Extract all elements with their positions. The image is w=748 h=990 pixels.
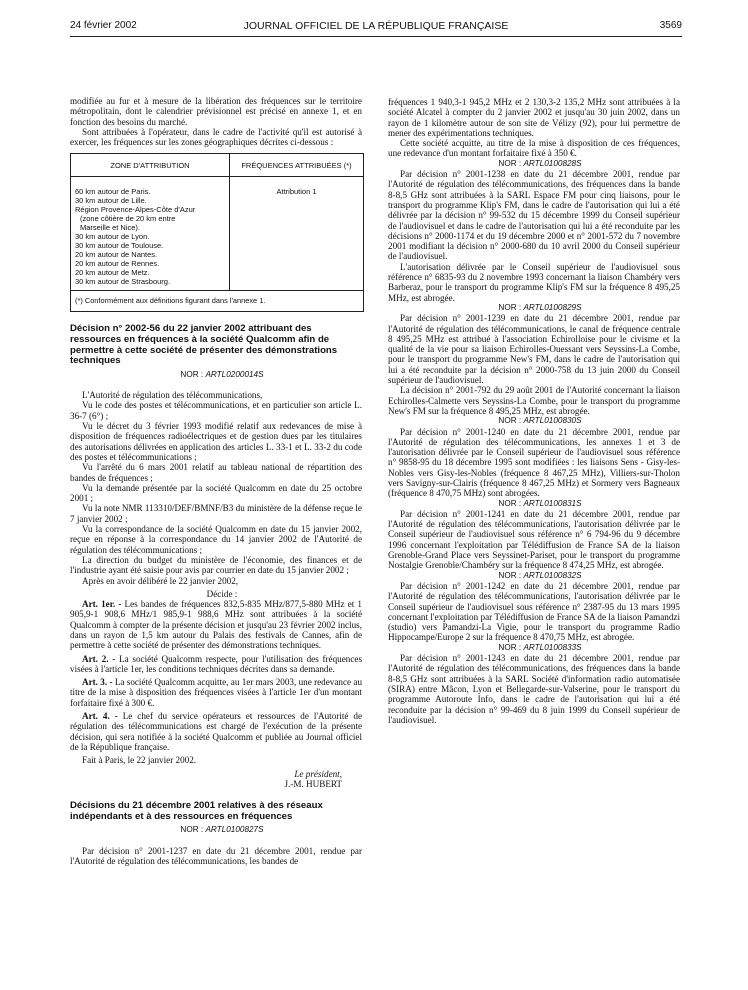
page-number: 3569	[659, 20, 682, 31]
issue-date: 24 février 2002	[70, 20, 137, 31]
nor-reference: NOR : ARTL0200014S	[180, 369, 264, 379]
paragraph: Par décision n° 2001-1237 en date du 21 décembre 2001, rendue par l'Autorité de régulation des télécommunications, les bandes de	[70, 845, 362, 866]
paragraph: Par décision n° 2001-1242 en date du 21 décembre 2001, rendue par l'Autorité de régulation des télécommunications, l'autorisation délivrée par le Conseil supérieur de l'audiovisuel sous référence n° 2387-95 du 13 mars 1995 concernant l'exploitation par Télédiffusion de France SA de la liaison Pamandzi (studio) vers Pamandzi-La Vigie, pour le transport du programme Radio Hippocampe/Europe 2 sur la fréquence 8 470,75 MHz, est abrogée.	[388, 580, 680, 643]
zone-line: 30 km autour de Lille.	[75, 196, 147, 206]
table-cell-zones	[71, 177, 230, 291]
decide-heading: Décide :	[206, 588, 238, 599]
paragraph: Par décision n° 2001-1241 en date du 21 décembre 2001, rendue par l'Autorité de régulation des télécommunications, l'autorisation délivrée par le Conseil supérieur de l'audiovisuel sous référence n° 6 794-96 du 9 décembre 1996 concernant l'exploitation par Télédiffusion de France SA de la liaison Grenoble-Grand Place vers Seyssinet-Pariset, pour le transport du programme Nostalgie Grenoble/Chambéry sur la fréquence 8 474,25 MHz, est abrogée.	[388, 508, 680, 571]
signature-name: J.-M. HUBERT	[284, 778, 342, 789]
nor-reference: NOR : ARTL0100827S	[180, 825, 264, 835]
paragraph: Vu la demande présentée par la société Qualcomm en date du 25 octobre 2001 ;	[70, 482, 362, 504]
table-header-frequencies: FRÉQUENCES ATTRIBUÉES (*)	[230, 154, 364, 177]
zone-line: 60 km autour de Paris.	[75, 187, 151, 197]
paragraph: Par décision n° 2001-1240 en date du 21 décembre 2001, rendue par l'Autorité de régulation des télécommunications, les annexes 1 et 3 de l'autorisation délivrée par le Conseil supérieur de l'audiovisuel sous référence n° 9858-95 du 18 décembre 1995 sont modifiées : les liaisons Sens - Gisy-les-Nobles vers Gisy-les-Nobles (fréquence 8 467,25 MHz), Villiers-sur-Tholon vers Savigny-sur-Clairis (fréquence 8 467,25 MHz) et Sormery vers Bagneaux (fréquence 8 470,75 MHz) sont abrogées.	[388, 426, 680, 499]
table-cell-frequency: Attribution 1	[230, 177, 364, 291]
paragraph: Vu la correspondance de la société Qualcomm en date du 15 janvier 2002, reçue en réponse à la correspondance du 14 janvier 2002 de l'Autorité de régulation des télécommunications ;	[70, 524, 362, 555]
decisions-title: Décisions du 21 décembre 2001 relatives à des réseaux indépendants et à des ressources en fréquences	[70, 800, 323, 822]
zone-line: 30 km autour de Toulouse.	[75, 241, 164, 251]
paragraph: Par décision n° 2001-1243 en date du 21 décembre 2001, rendue par l'Autorité de régulation des télécommunications, des fréquences dans la bande 8-8,5 GHz sont attribuées à la SARL Société d'information radio automatisée (SIRA) entre Mâcon, Lyon et Bellegarde-sur-Valserine, pour le transport du programme Autoroute Info, dans le cadre de l'autorisation qui lui a été reconduite par la décision n° 99-469 du 8 juin 1999 du Conseil supérieur de l'audiovisuel.	[388, 653, 680, 725]
paragraph: La décision n° 2001-792 du 29 août 2001 de l'Autorité concernant la liaison Echirolles-Calmette vers Seyssins-La Combe, pour le transport du programme New's FM sur la fréquence 8 495,25 MHz, est abrogée.	[388, 385, 680, 416]
paragraph: Vu le décret du 3 février 1993 modifié relatif aux redevances de mise à disposition de fréquences radioélectriques et de gestion dues par les titulaires des autorisations délivrées en application des articles L. 33-1 et L. 33-2 du code des postes et télécommunications ;	[70, 421, 362, 462]
table-footnote: (*) Conformément aux définitions figurant dans l'annexe 1.	[71, 291, 364, 312]
decision-title: Décision n° 2002-56 du 22 janvier 2002 attribuant des ressources en fréquences à la société Qualcomm afin de permettre à cette société de présenter des démonstrations techniques	[70, 323, 338, 367]
zone-line: 20 km autour de Rennes.	[75, 259, 160, 269]
nor-reference: NOR : ARTL0100832S	[498, 570, 582, 580]
paragraph: fréquences 1 940,3-1 945,2 MHz et 2 130,3-2 135,2 MHz sont attribuées à la société Alcatel à compter du 2 janvier 2002 et jusqu'au 30 juin 2002, dans un rayon de 1 kilomètre autour de son site de Vélizy (92), pour lui permettre de mener des expérimentations techniques.	[388, 97, 680, 138]
article-4: Art. 4. - Le chef du service opérateurs et ressources de l'Autorité de régulation des télécommunications est chargé de l'exécution de la présente décision, qui sera notifiée à la société Qualcomm et publiée au Journal officiel de la République française.	[70, 711, 363, 752]
zone-line: Marseille et Nice).	[80, 223, 141, 233]
paragraph: Fait à Paris, le 22 janvier 2002.	[82, 755, 197, 766]
paragraph: L'Autorité de régulation des télécommunications,	[82, 390, 263, 401]
zone-line: 30 km autour de Lyon.	[75, 232, 150, 242]
paragraph: Par décision n° 2001-1238 en date du 21 décembre 2001, rendue par l'Autorité de régulation des télécommunications, des fréquences dans la bande 8-8,5 GHz sont attribuées à la SARL Espace FM pour cinq liaisons, pour le transport du programme Klip's FM, dans le cadre de l'autorisation qui lui a été délivrée par la décision n° 99-532 du 15 décembre 1999 du Conseil supérieur de l'audiovisuel et dans le cadre de l'autorisation qui lui a été reconduite par les décisions n° 2000-1174 et du 19 décembre 2000 et n° 2001-572 du 7 novembre 2001 modifiant la décision n° 2000-680 du 10 avril 2000 du Conseil supérieur de l'audiovisuel.	[388, 169, 680, 262]
article-2: Art. 2. - La société Qualcomm respecte, pour l'utilisation des fréquences visées à l'article 1er, les conditions techniques décrites dans sa demande.	[70, 653, 362, 674]
article-1: Art. 1er. - Les bandes de fréquences 832,5-835 MHz/877,5-880 MHz et 1 905,9-1 908,6 MHz/1 985,9-1 988,6 MHz sont attribuées à la société Qualcomm à compter de la présente décision et jusqu'au 23 février 2002 inclus, dans un rayon de 1,5 km autour du Palais des festivals de Cannes, afin de permettre à cette société de présenter des démonstrations techniques.	[70, 599, 362, 651]
paragraph: Par décision n° 2001-1239 en date du 21 décembre 2001, rendue par l'Autorité de régulation des télécommunications, le canal de fréquence centrale 8 495,25 MHz est attribué à l'association Echirolloise pour le civisme et la qualité de la vie pour sa liaison Echirolles-Ouessant vers Seyssins-La Combe, pour le transport du programme New's FM, dans le cadre de l'autorisation qui lui a été reconduite par la décision n° 2000-758 du 13 juin 2000 du Conseil supérieur de l'audiovisuel.	[388, 313, 680, 386]
paragraph: Après en avoir délibéré le 22 janvier 2002,	[82, 575, 239, 586]
paragraph: Vu le code des postes et télécommunications, et en particulier son article L. 36-7 (6°) ;	[70, 400, 362, 421]
header-rule	[70, 36, 682, 37]
nor-reference: NOR : ARTL0100829S	[498, 302, 582, 312]
table-header-zone: ZONE D'ATTRIBUTION	[71, 154, 230, 177]
zone-line: Région Provence-Alpes-Côte d'Azur	[75, 205, 196, 215]
left-column	[70, 96, 362, 866]
article-3: Art. 3. - La société Qualcomm acquitte, au 1er mars 2003, une redevance au titre de la mise à disposition des fréquences visées à l'article 1er d'un montant forfaitaire fixé à 300 €.	[70, 677, 363, 708]
zone-line: 20 km autour de Nantes.	[75, 250, 158, 260]
signature-title: Le président,	[294, 768, 342, 779]
nor-reference: NOR : ARTL0100833S	[498, 642, 582, 652]
frequency-zone-table	[70, 153, 364, 312]
paragraph: La direction du budget du ministère de l'économie, des finances et de l'industrie ayant été saisie pour avis par courrier en date du 15 janvier 2002 ;	[70, 554, 362, 576]
journal-title: JOURNAL OFFICIEL DE LA RÉPUBLIQUE FRANÇAISE	[243, 20, 509, 32]
paragraph: modifiée au fur et à mesure de la libération des fréquences sur le territoire métropolitain, dont le calendrier prévisionnel est précisé en annexe 1, et en fonction des besoins du marché.	[70, 96, 362, 127]
paragraph: Cette société acquitte, au titre de la mise à disposition de ces fréquences, une redevance d'un montant forfaitaire fixé à 350 €.	[388, 138, 680, 159]
paragraph: Vu la note NMR 113310/DEF/BMNF/B3 du ministère de la défense reçue le 7 janvier 2002 ;	[70, 503, 362, 524]
zone-line: 30 km autour de Strasbourg.	[75, 277, 171, 287]
zone-line: (zone côtière de 20 km entre	[80, 214, 176, 224]
nor-reference: NOR : ARTL0100828S	[498, 158, 582, 168]
nor-reference: NOR : ARTL0100830S	[498, 416, 582, 426]
paragraph: Sont attribuées à l'opérateur, dans le cadre de l'activité qu'il est autorisé à exercer, les fréquences sur les zones géographiques décrites ci-dessous :	[70, 126, 362, 148]
page-header	[70, 20, 682, 34]
paragraph: L'autorisation délivrée par le Conseil supérieur de l'audiovisuel sous référence n° 6835-93 du 2 novembre 1993 concernant la liaison Chambéry vers Barberaz, pour le transport du programme Klip's FM sur la fréquence 8 495,25 MHz, est abrogée.	[388, 261, 680, 303]
nor-reference: NOR : ARTL0100831S	[498, 498, 582, 508]
right-column	[388, 97, 680, 725]
paragraph: Vu l'arrêté du 6 mars 2001 relatif au tableau national de répartition des bandes de fréquences ;	[70, 462, 362, 483]
zone-line: 20 km autour de Metz.	[75, 268, 150, 278]
